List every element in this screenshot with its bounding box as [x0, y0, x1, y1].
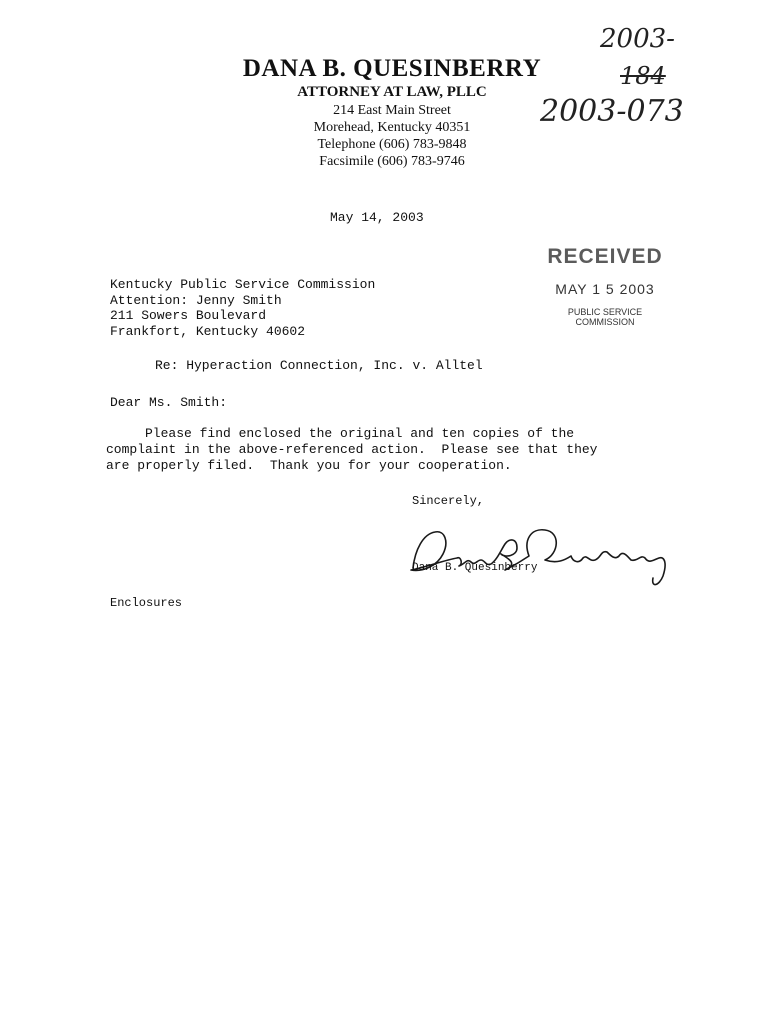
facsimile: Facsimile (606) 783-9746 — [319, 154, 465, 169]
recipient-address — [110, 277, 375, 339]
telephone: Telephone (606) 783-9848 — [317, 137, 467, 152]
letter-date: May 14, 2003 — [330, 210, 424, 225]
handwritten-note-1: 2003- — [600, 24, 675, 54]
body-line: complaint in the above-referenced action. Please see that they — [106, 442, 598, 457]
city-address: Morehead, Kentucky 40351 — [313, 120, 471, 135]
enclosures-note: Enclosures — [110, 596, 183, 610]
handwritten-note-2: 184 — [620, 62, 666, 90]
signer-name: Dana B. Quesinberry — [412, 562, 538, 574]
stamp-date: MAY 1 5 2003 — [555, 281, 655, 297]
closing: Sincerely, — [412, 494, 485, 508]
stamp-office — [545, 307, 665, 327]
recipient-line: 211 Sowers Boulevard — [110, 308, 267, 323]
body-line: are properly filed. Thank you for your cooperation. — [106, 458, 512, 473]
stamp-office-line2: COMMISSION — [575, 317, 635, 327]
recipient-line: Attention: Jenny Smith — [110, 292, 282, 308]
re-line: Re: Hyperaction Connection, Inc. v. Alltel — [155, 358, 483, 373]
firm-name: ATTORNEY AT LAW, PLLC — [297, 84, 487, 100]
letter-body — [106, 426, 666, 474]
received-stamp — [545, 245, 665, 327]
stamp-office-line1: PUBLIC SERVICE — [567, 307, 643, 317]
body-line: Please find enclosed the original and ten copies of the — [106, 426, 575, 441]
handwritten-case-number: 2003-073 — [540, 94, 684, 129]
recipient-line: Kentucky Public Service Commission — [110, 277, 376, 292]
attorney-name: DANA B. QUESINBERRY — [242, 55, 542, 82]
salutation: Dear Ms. Smith: — [110, 395, 228, 410]
stamp-received: RECEIVED — [547, 245, 663, 268]
recipient-line: Frankfort, Kentucky 40602 — [110, 323, 306, 339]
street-address: 214 East Main Street — [333, 103, 451, 118]
signature — [405, 520, 695, 590]
